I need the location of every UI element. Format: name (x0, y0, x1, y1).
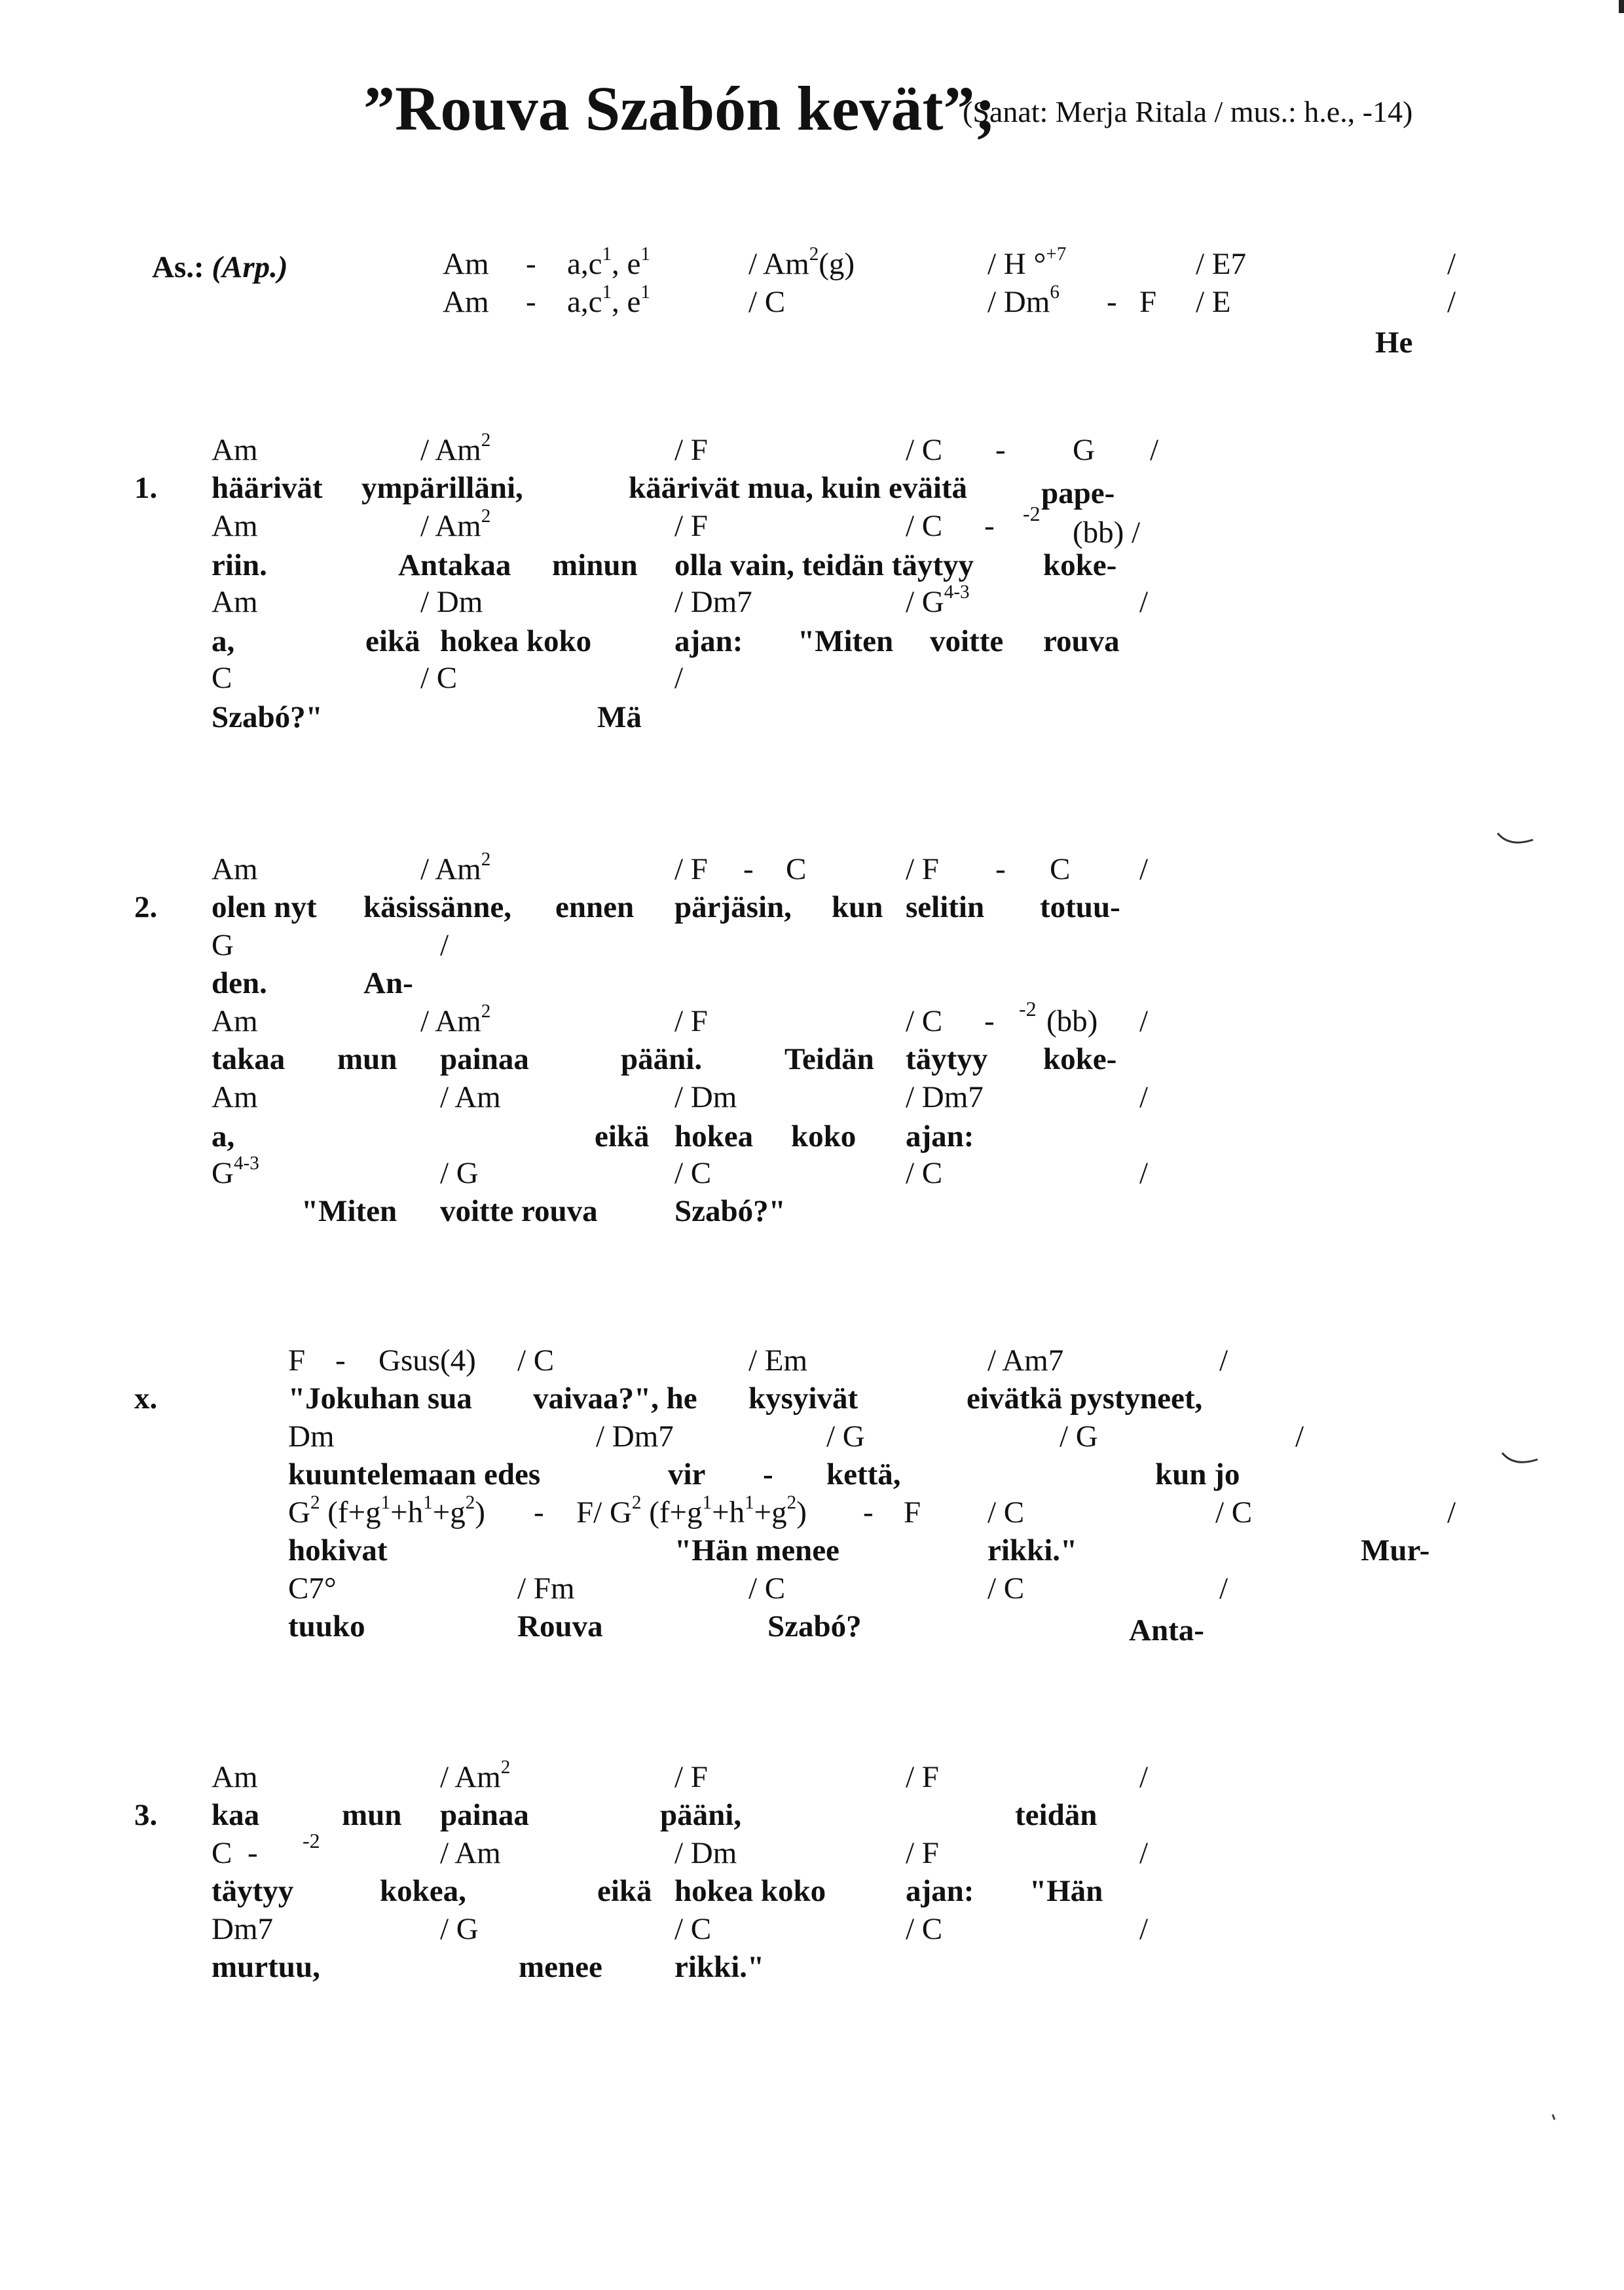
verse-number: 1. (134, 471, 158, 505)
section-number: x. (134, 1381, 158, 1416)
corner-mark (1619, 0, 1624, 13)
margin-tick-mark (1501, 1450, 1540, 1470)
intro-label: As.: (Arp.) (152, 250, 288, 284)
margin-tick-mark (1496, 831, 1536, 850)
song-title: ”Rouva Szabón kevät”; (363, 73, 996, 143)
verse-number: 3. (134, 1798, 158, 1832)
stray-dot-mark (1551, 2113, 1557, 2122)
intro-pickup: He (1375, 326, 1413, 360)
song-credit: (Sanat: Merja Ritala / mus.: h.e., -14) (963, 95, 1413, 128)
verse-number: 2. (134, 890, 158, 924)
